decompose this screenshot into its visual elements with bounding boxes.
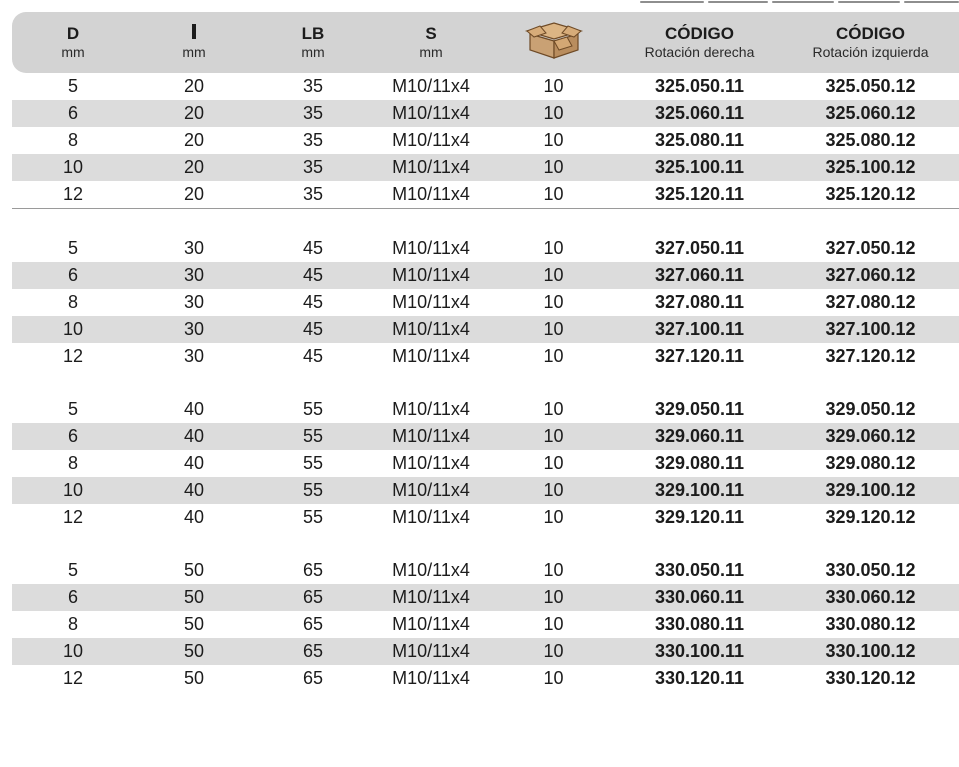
cell-length: 30 — [183, 346, 205, 366]
top-tab-4 — [838, 1, 900, 3]
group-spacer — [12, 209, 959, 236]
table-row — [12, 638, 959, 665]
cell-package-qty: 10 — [490, 423, 617, 450]
cell-total-length: 65 — [254, 638, 372, 665]
cell-diameter: 6 — [12, 423, 134, 450]
cell-length: 30 — [183, 292, 205, 312]
cell-diameter: 5 — [67, 399, 78, 419]
cell-package-qty: 10 — [490, 316, 617, 343]
cell-diameter: 5 — [67, 238, 78, 258]
header-diameter-unit: mm — [61, 44, 85, 60]
cell-package-qty: 10 — [490, 638, 617, 665]
cell-total-length: 45 — [302, 292, 324, 312]
cell-code-right: 325.060.11 — [617, 100, 782, 127]
group-spacer-cell — [12, 209, 959, 236]
cell-shank: M10/11x4 — [392, 130, 470, 150]
cell-shank: M10/11x4 — [392, 238, 470, 258]
header-code-left-label: CÓDIGO — [836, 24, 905, 43]
cell-total-length: 55 — [302, 453, 324, 473]
top-tab-strip — [0, 0, 959, 6]
cell-length: 40 — [183, 399, 205, 419]
header-total-length-unit: mm — [301, 44, 325, 60]
table-row — [12, 73, 959, 100]
header-code-right-label: CÓDIGO — [665, 24, 734, 43]
cell-code-right: 330.050.11 — [654, 560, 745, 580]
product-code-table — [12, 12, 959, 692]
table-row — [12, 450, 959, 477]
cell-code-right: 327.080.11 — [654, 292, 745, 312]
cell-length: 50 — [183, 614, 205, 634]
table-row — [12, 477, 959, 504]
cell-length: 40 — [134, 477, 254, 504]
cell-package-qty: 10 — [543, 346, 564, 366]
cell-shank: M10/11x4 — [372, 154, 490, 181]
cell-total-length: 35 — [254, 181, 372, 209]
cell-shank: M10/11x4 — [392, 292, 470, 312]
cell-length: 20 — [134, 154, 254, 181]
header-length-unit: mm — [182, 44, 206, 60]
cell-length: 20 — [134, 181, 254, 209]
header-length-label — [134, 24, 254, 44]
cell-total-length: 55 — [254, 477, 372, 504]
cell-shank: M10/11x4 — [392, 507, 470, 527]
cell-total-length: 65 — [302, 560, 324, 580]
cell-shank: M10/11x4 — [372, 423, 490, 450]
table-row — [12, 262, 959, 289]
cell-total-length: 35 — [254, 154, 372, 181]
cell-length: 30 — [134, 262, 254, 289]
cell-code-left: 329.100.12 — [782, 477, 959, 504]
box-icon — [523, 20, 585, 60]
cell-shank: M10/11x4 — [392, 614, 470, 634]
cell-length: 50 — [183, 668, 205, 688]
cell-shank: M10/11x4 — [372, 181, 490, 209]
cell-code-right: 329.120.11 — [654, 507, 745, 527]
cell-diameter: 8 — [67, 130, 78, 150]
cell-package-qty: 10 — [543, 614, 564, 634]
header-code-left-sub: Rotación izquierda — [812, 44, 929, 60]
cell-diameter: 10 — [12, 316, 134, 343]
table-row — [12, 611, 959, 638]
cell-code-left: 329.050.12 — [825, 399, 916, 419]
cell-total-length: 55 — [254, 423, 372, 450]
header-code-right — [617, 12, 782, 73]
cell-diameter: 6 — [12, 584, 134, 611]
table-row — [12, 343, 959, 370]
table-row — [12, 154, 959, 181]
cell-code-left: 325.050.12 — [825, 76, 916, 96]
cell-diameter: 8 — [67, 292, 78, 312]
cell-package-qty: 10 — [543, 453, 564, 473]
cell-code-right: 330.080.11 — [654, 614, 745, 634]
cell-code-left: 327.120.12 — [825, 346, 916, 366]
header-length — [134, 12, 254, 73]
cell-package-qty: 10 — [543, 560, 564, 580]
cell-diameter: 12 — [62, 668, 84, 688]
header-code-right-sub: Rotación derecha — [644, 44, 755, 60]
cell-shank: M10/11x4 — [392, 346, 470, 366]
cell-code-right: 327.100.11 — [617, 316, 782, 343]
cell-code-right: 325.050.11 — [654, 76, 745, 96]
cell-code-right: 327.060.11 — [617, 262, 782, 289]
cell-code-left: 327.100.12 — [782, 316, 959, 343]
cell-shank: M10/11x4 — [392, 560, 470, 580]
cell-total-length: 35 — [302, 130, 324, 150]
cell-length: 20 — [183, 76, 205, 96]
cell-package-qty: 10 — [543, 130, 564, 150]
header-row — [12, 12, 959, 73]
cell-code-right: 329.050.11 — [654, 399, 745, 419]
cell-diameter: 8 — [67, 453, 78, 473]
cell-diameter: 6 — [12, 262, 134, 289]
table-row — [12, 557, 959, 584]
cell-total-length: 45 — [254, 262, 372, 289]
group-spacer-cell — [12, 370, 959, 396]
cell-length: 50 — [134, 638, 254, 665]
header-shank — [372, 12, 490, 73]
cell-package-qty: 10 — [490, 100, 617, 127]
cell-diameter: 5 — [67, 76, 78, 96]
cell-shank: M10/11x4 — [372, 477, 490, 504]
table-row — [12, 423, 959, 450]
table-row — [12, 181, 959, 209]
cell-code-right: 330.120.11 — [654, 668, 745, 688]
top-tab-3 — [772, 1, 834, 3]
group-spacer — [12, 370, 959, 396]
cell-package-qty: 10 — [543, 507, 564, 527]
cell-shank: M10/11x4 — [392, 76, 470, 96]
cell-length: 20 — [183, 130, 205, 150]
cell-package-qty: 10 — [490, 154, 617, 181]
cell-shank: M10/11x4 — [392, 453, 470, 473]
cell-code-left: 325.060.12 — [782, 100, 959, 127]
top-tab-1 — [640, 1, 704, 3]
header-code-left — [782, 12, 959, 73]
cell-total-length: 55 — [302, 399, 324, 419]
cell-length: 30 — [183, 238, 205, 258]
cell-length: 30 — [134, 316, 254, 343]
table-row — [12, 316, 959, 343]
table-row — [12, 235, 959, 262]
cell-code-left: 330.100.12 — [782, 638, 959, 665]
cell-package-qty: 10 — [490, 477, 617, 504]
cell-package-qty: 10 — [543, 399, 564, 419]
group-spacer-cell — [12, 531, 959, 557]
cell-code-left: 330.120.12 — [825, 668, 916, 688]
cell-code-left: 330.080.12 — [825, 614, 916, 634]
cell-diameter: 5 — [67, 560, 78, 580]
cell-diameter: 12 — [62, 507, 84, 527]
cell-package-qty: 10 — [543, 292, 564, 312]
cell-package-qty: 10 — [490, 181, 617, 209]
cell-code-left: 327.050.12 — [825, 238, 916, 258]
header-diameter — [12, 12, 134, 73]
cell-diameter: 10 — [12, 477, 134, 504]
cell-length: 40 — [183, 453, 205, 473]
cell-diameter: 8 — [67, 614, 78, 634]
top-tab-2 — [708, 1, 768, 3]
cell-total-length: 65 — [302, 614, 324, 634]
header-total-length — [254, 12, 372, 73]
cell-code-left: 330.050.12 — [825, 560, 916, 580]
cell-code-right: 329.060.11 — [617, 423, 782, 450]
cell-code-left: 325.080.12 — [825, 130, 916, 150]
cell-shank: M10/11x4 — [372, 262, 490, 289]
cell-diameter: 10 — [12, 638, 134, 665]
cell-code-right: 327.120.11 — [654, 346, 745, 366]
cell-code-right: 327.050.11 — [654, 238, 745, 258]
cell-total-length: 45 — [302, 238, 324, 258]
cell-shank: M10/11x4 — [372, 316, 490, 343]
cell-total-length: 55 — [302, 507, 324, 527]
table-row — [12, 504, 959, 531]
cell-total-length: 45 — [254, 316, 372, 343]
cell-length: 40 — [134, 423, 254, 450]
cell-total-length: 65 — [254, 584, 372, 611]
table-body — [12, 73, 959, 692]
cell-code-right: 325.080.11 — [654, 130, 745, 150]
cell-diameter: 12 — [62, 346, 84, 366]
cell-code-left: 329.080.12 — [825, 453, 916, 473]
cell-code-left: 325.100.12 — [782, 154, 959, 181]
header-diameter-label: D — [66, 24, 80, 43]
cell-code-right: 330.100.11 — [617, 638, 782, 665]
cell-code-left: 329.120.12 — [825, 507, 916, 527]
cell-diameter: 12 — [12, 181, 134, 209]
cell-code-right: 329.080.11 — [654, 453, 745, 473]
cell-length: 50 — [134, 584, 254, 611]
table-row — [12, 665, 959, 692]
cell-code-left: 327.080.12 — [825, 292, 916, 312]
cell-shank: M10/11x4 — [372, 100, 490, 127]
cell-package-qty: 10 — [490, 262, 617, 289]
header-total-length-label: LB — [301, 24, 325, 43]
cell-code-left: 329.060.12 — [782, 423, 959, 450]
header-shank-label: S — [425, 24, 437, 43]
table-row — [12, 396, 959, 423]
cell-code-right: 325.100.11 — [617, 154, 782, 181]
cell-length: 50 — [183, 560, 205, 580]
cell-package-qty: 10 — [543, 238, 564, 258]
cell-code-right: 330.060.11 — [617, 584, 782, 611]
cell-total-length: 45 — [302, 346, 324, 366]
cell-total-length: 35 — [254, 100, 372, 127]
cell-total-length: 65 — [302, 668, 324, 688]
header-shank-unit: mm — [419, 44, 443, 60]
cell-length: 20 — [134, 100, 254, 127]
cell-diameter: 6 — [12, 100, 134, 127]
cell-code-left: 325.120.12 — [782, 181, 959, 209]
cell-code-right: 325.120.11 — [617, 181, 782, 209]
group-spacer — [12, 531, 959, 557]
cell-shank: M10/11x4 — [372, 638, 490, 665]
table-row — [12, 584, 959, 611]
table-row — [12, 289, 959, 316]
cell-length: 40 — [183, 507, 205, 527]
header-package — [490, 12, 617, 73]
cell-shank: M10/11x4 — [392, 399, 470, 419]
cell-code-left: 330.060.12 — [782, 584, 959, 611]
cell-code-left: 327.060.12 — [782, 262, 959, 289]
top-tab-5 — [904, 1, 959, 3]
table-header — [12, 12, 959, 73]
cell-package-qty: 10 — [490, 584, 617, 611]
cell-diameter: 10 — [12, 154, 134, 181]
cell-package-qty: 10 — [543, 668, 564, 688]
cell-total-length: 35 — [302, 76, 324, 96]
table-row — [12, 127, 959, 154]
cell-code-right: 329.100.11 — [617, 477, 782, 504]
cell-package-qty: 10 — [543, 76, 564, 96]
cell-shank: M10/11x4 — [392, 668, 470, 688]
cell-shank: M10/11x4 — [372, 584, 490, 611]
table-row — [12, 100, 959, 127]
